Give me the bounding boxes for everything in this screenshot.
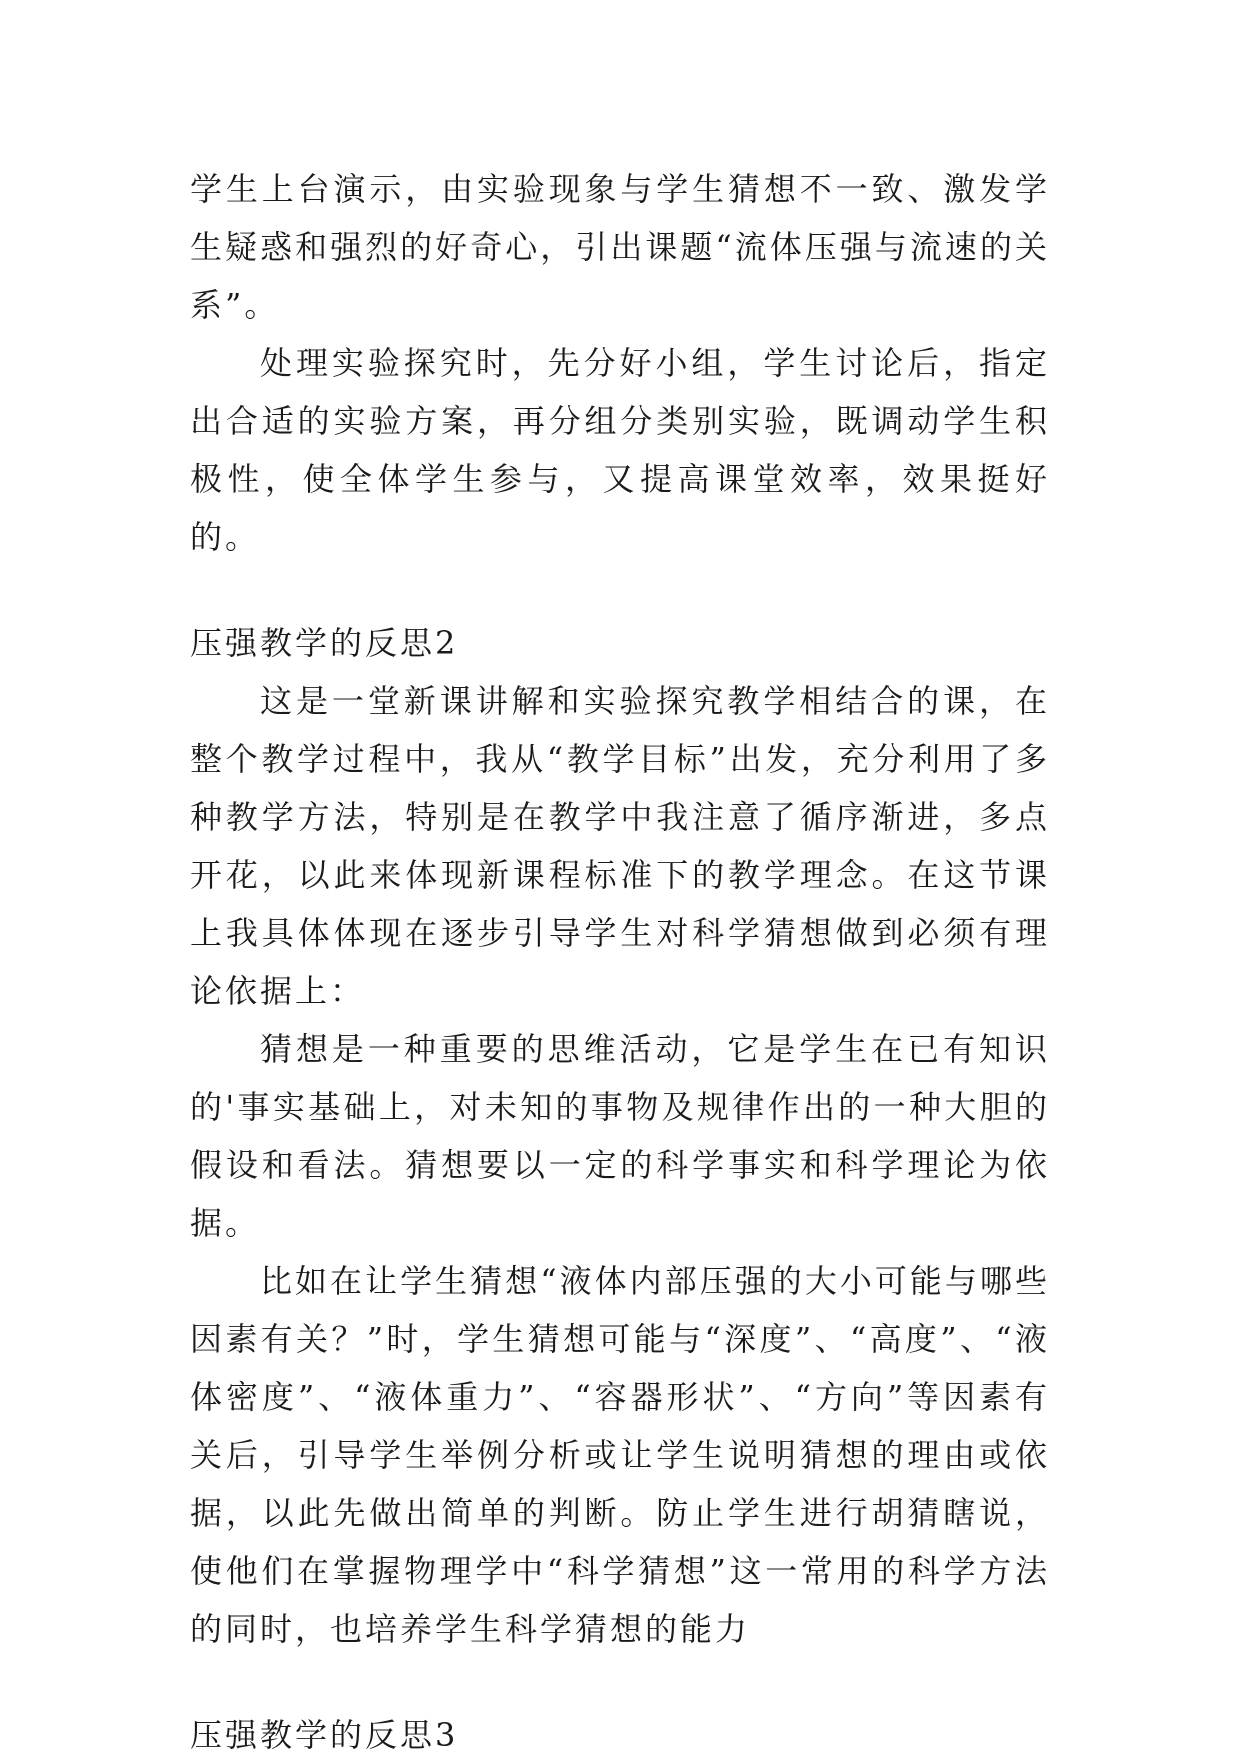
section-gap — [190, 566, 1050, 614]
paragraph-experiment-groups: 处理实验探究时，先分好小组，学生讨论后，指定出合适的实验方案，再分组分类别实验，既调动学生积极性，使全体学生参与，又提高课堂效率，效果挺好的。 — [190, 344, 1050, 556]
paragraph-intro-demo: 学生上台演示，由实验现象与学生猜想不一致、激发学生疑惑和强烈的好奇心，引出课题“流体压强与流速的关系”。 — [190, 170, 1050, 324]
section-gap — [190, 1658, 1050, 1706]
document-body — [190, 160, 1050, 1764]
paragraph-guessing-definition: 猜想是一种重要的思维活动，它是学生在已有知识的'事实基础上，对未知的事物及规律作出的一种大胆的假设和看法。猜想要以一定的科学事实和科学理论为依据。 — [190, 1030, 1050, 1242]
paragraph-lesson-overview: 这是一堂新课讲解和实验探究教学相结合的课，在整个教学过程中，我从“教学目标”出发，充分利用了多种教学方法，特别是在教学中我注意了循序渐进，多点开花，以此来体现新课程标准下的教学理念。在这节课上我具体体现在逐步引导学生对科学猜想做到必须有理论依据上： — [190, 682, 1050, 1010]
section-heading-reflection-3: 压强教学的反思3 — [190, 1716, 459, 1754]
paragraph-guessing-example: 比如在让学生猜想“液体内部压强的大小可能与哪些因素有关？”时，学生猜想可能与“深度”、“高度”、“液体密度”、“液体重力”、“容器形状”、“方向”等因素有关后，引导学生举例分析或让学生说明猜想的理由或依据，以此先做出简单的判断。防止学生进行胡猜瞎说，使他们在掌握物理学中“科学猜想”这一常用的科学方法的同时，也培养学生科学猜想的能力 — [190, 1262, 1050, 1648]
section-heading-reflection-2: 压强教学的反思2 — [190, 624, 459, 662]
